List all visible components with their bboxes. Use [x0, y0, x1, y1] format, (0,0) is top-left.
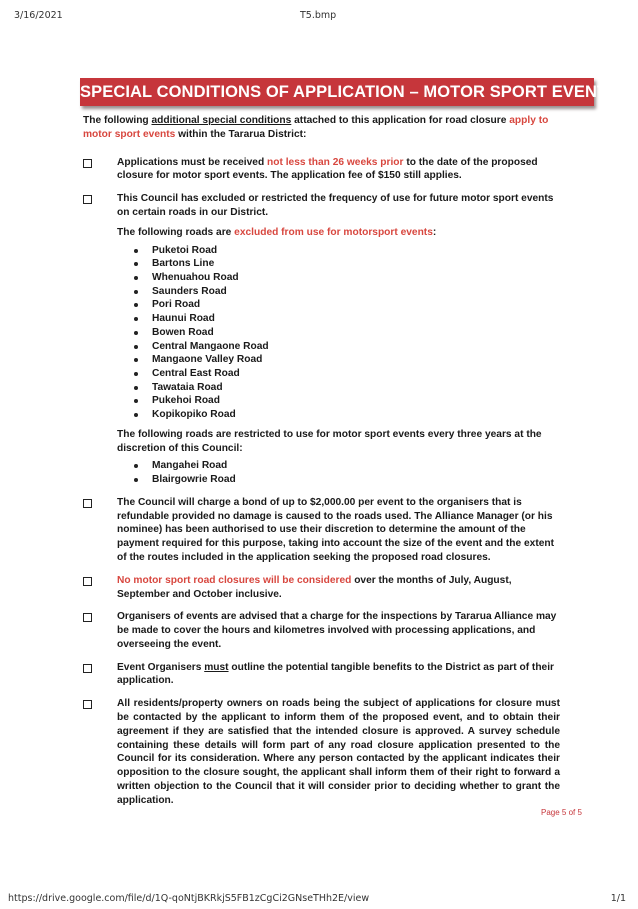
- intro-paragraph: [83, 114, 560, 142]
- road-name: Saunders Road: [152, 285, 227, 297]
- condition-text: outline the potential tangible benefits to the District as part of their application.: [117, 661, 555, 687]
- condition-text: Organisers of events are advised that a charge for the inspections by Tararua Alliance may be made to cover the hours and kilometres involved with processing applications, and overseeing the event.: [117, 611, 557, 650]
- road-name: Central East Road: [152, 367, 240, 379]
- condition-text: over the months of July, August, September and October inclusive.: [117, 574, 512, 600]
- bullet-icon: [134, 290, 138, 294]
- road-list-item: [117, 367, 560, 381]
- road-name: Tawataia Road: [152, 381, 223, 393]
- checkbox-icon: [83, 577, 92, 586]
- condition-text: to the date of the proposed closure for motor sport events. The application fee of $150 still applies.: [117, 156, 538, 182]
- print-filename: T5.bmp: [300, 10, 337, 21]
- bullet-icon: [134, 372, 138, 376]
- road-name: Central Mangaone Road: [152, 340, 269, 352]
- excluded-roads-intro: [117, 226, 560, 240]
- condition-item-2: [80, 192, 560, 487]
- restricted-roads-intro: The following roads are restricted to use for motor sport events every three years at the discretion of this Council:: [117, 428, 542, 454]
- road-name: Bartons Line: [152, 258, 215, 270]
- bullet-icon: [134, 478, 138, 482]
- bullet-icon: [134, 386, 138, 390]
- intro-text: within the Tararua District:: [175, 128, 307, 140]
- road-name: Bowen Road: [152, 326, 214, 338]
- document-title: SPECIAL CONDITIONS OF APPLICATION – MOTOR SPORT EVENTS: [80, 78, 594, 106]
- road-list-item: [117, 340, 560, 354]
- road-list-item: [117, 271, 560, 285]
- road-list-item: [117, 408, 560, 422]
- road-list-item: [117, 381, 560, 395]
- road-name: Puketoi Road: [152, 244, 218, 256]
- bullet-icon: [134, 317, 138, 321]
- condition-text: All residents/property owners on roads being the subject of applications for closure must be contacted by the applicant to inform them of the proposed event, and to obtain their agreement if they are satisfied that the intended closure is approved. A survey schedule containing these details will form part of any road closure application presented to the Council for its consideration. Where any person contacted by the applicant indicates their opposition to the closure sought, the applicant shall inform them of their right to forward a written objection to the Council that it will consider prior to deciding whether to grant the application.: [117, 698, 560, 806]
- bullet-icon: [134, 358, 138, 362]
- bullet-icon: [134, 345, 138, 349]
- intro-underlined-text: additional special conditions: [151, 115, 292, 126]
- road-list-item: [117, 473, 560, 487]
- road-name: Mangahei Road: [152, 460, 228, 472]
- print-url: https://drive.google.com/file/d/1Q-qoNtjBKRkjS5FB1zCgCi2GNseTHh2E/view: [8, 893, 370, 904]
- restricted-roads-list: [117, 459, 560, 486]
- bullet-icon: [134, 413, 138, 417]
- bullet-icon: [134, 262, 138, 266]
- road-list-item: [117, 353, 560, 367]
- road-name: Pukehoi Road: [152, 395, 220, 407]
- condition-item-3: [80, 496, 560, 565]
- road-name: Kopikopiko Road: [152, 409, 236, 421]
- road-list-item: [117, 394, 560, 408]
- road-name: Pori Road: [152, 299, 201, 311]
- excluded-roads-list: [117, 244, 560, 422]
- intro-text: attached to this application for road closure: [291, 115, 510, 126]
- bullet-icon: [134, 303, 138, 307]
- road-list-item: [117, 298, 560, 312]
- road-list-item: [117, 312, 560, 326]
- checkbox-icon: [83, 195, 92, 204]
- condition-text: Applications must be received: [117, 156, 268, 168]
- intro-text: The following: [83, 115, 152, 126]
- page-number: Page 5 of 5: [541, 808, 582, 817]
- condition-highlight: No motor sport road closures will be considered: [117, 574, 352, 586]
- print-header: [0, 0, 638, 24]
- road-name: Haunui Road: [152, 313, 215, 325]
- checkbox-icon: [83, 159, 92, 168]
- condition-text: The Council will charge a bond of up to $2,000.00 per event to the organisers that is refundable provided no damage is caused to the roads used. The Alliance Manager (or his nominee) has been authorised to use their discretion to determine the amount of the payment required for this purpose, taking into account the size of the event and the extent of the routes included in the application seeking the proposed road closures.: [117, 496, 554, 563]
- condition-text: The following roads are: [117, 226, 235, 238]
- condition-highlight: not less than 26 weeks prior: [267, 156, 404, 168]
- condition-item-7: [80, 697, 560, 807]
- checkbox-icon: [83, 700, 92, 709]
- bullet-icon: [134, 464, 138, 468]
- road-list-item: [117, 244, 560, 258]
- checkbox-icon: [83, 499, 92, 508]
- road-name: Mangaone Valley Road: [152, 354, 263, 366]
- road-list-item: [117, 459, 560, 473]
- condition-item-1: [80, 156, 560, 184]
- condition-item-6: [80, 661, 560, 689]
- print-date: 3/16/2021: [14, 10, 63, 21]
- bullet-icon: [134, 399, 138, 403]
- condition-highlight: excluded from use for motorsport events: [234, 226, 433, 238]
- road-list-item: [117, 326, 560, 340]
- road-list-item: [117, 285, 560, 299]
- checkbox-icon: [83, 664, 92, 673]
- condition-text: :: [432, 226, 437, 238]
- checkbox-icon: [83, 613, 92, 622]
- intro-highlight: apply to motor sport events: [83, 115, 549, 140]
- document-body: [80, 114, 560, 817]
- condition-text: This Council has excluded or restricted the frequency of use for future motor sport events on certain roads in our District.: [117, 193, 554, 218]
- bullet-icon: [134, 249, 138, 253]
- print-page-count: 1/1: [610, 893, 626, 904]
- road-name: Whenuahou Road: [152, 271, 239, 283]
- condition-item-4: [80, 574, 560, 602]
- condition-item-5: [80, 610, 560, 651]
- road-list-item: [117, 257, 560, 271]
- condition-underlined-text: must: [204, 661, 229, 673]
- condition-text: Event Organisers: [117, 661, 205, 673]
- bullet-icon: [134, 276, 138, 280]
- bullet-icon: [134, 331, 138, 335]
- road-name: Blairgowrie Road: [152, 474, 236, 486]
